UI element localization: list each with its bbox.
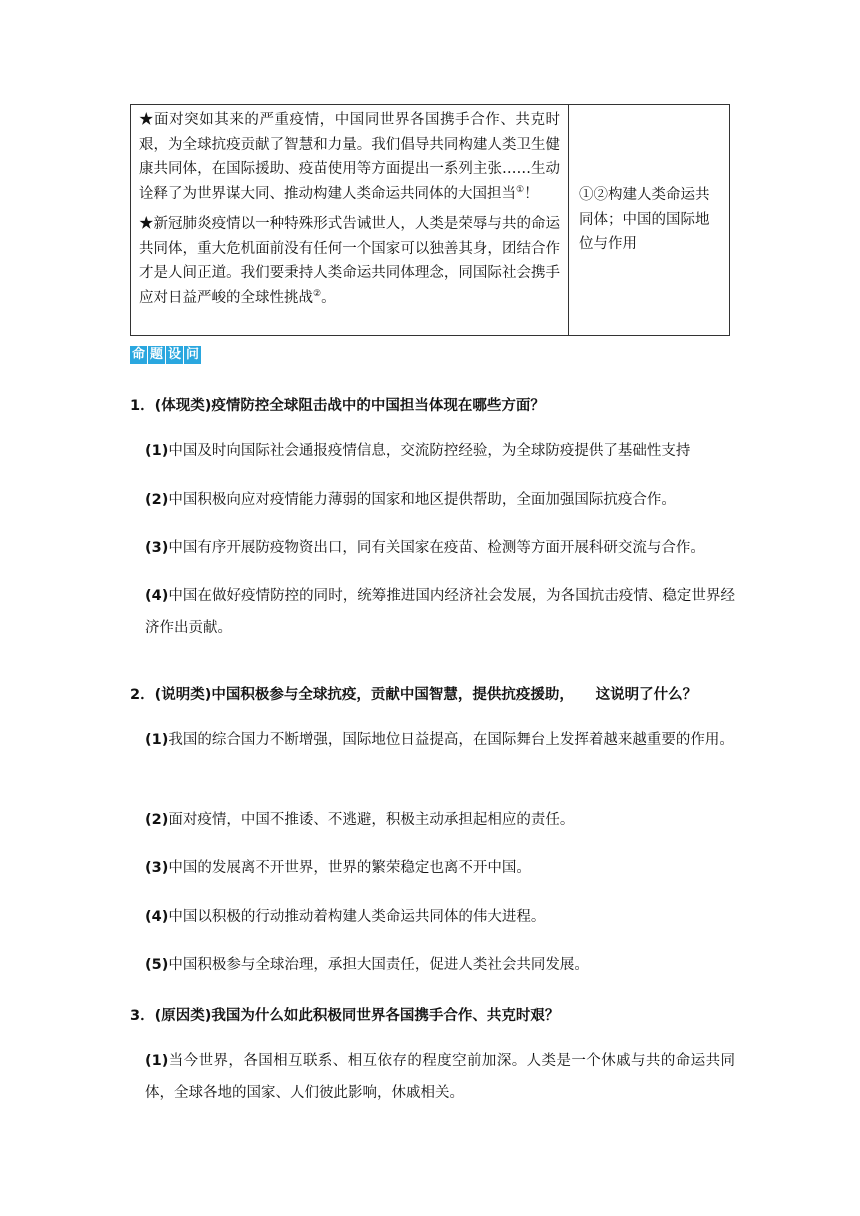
question-title: 3．(原因类)我国为什么如此积极同世界各国携手合作、共克时艰？ (130, 1008, 560, 1024)
answer-item: (1)我国的综合国力不断增强，国际地位日益提高，在国际舞台上发挥着越来越重要的作用。 (145, 732, 734, 748)
material-paragraph-2: ★新冠肺炎疫情以一种特殊形式告诫世人，人类是荣辱与共的命运共同体，重大危机面前没有任何一个国家可以独善其身，团结合作才是人间正道。我们要秉持人类命运共同体理念，同国际社会携手应对日益严峻的全球性挑战②。 (139, 216, 560, 306)
answer-item: (4)中国在做好疫情防控的同时，统筹推进国内经济社会发展，为各国抗击疫情、稳定世界经济作出贡献。 (145, 588, 735, 636)
badge-char: 设 (167, 347, 181, 362)
answer-item: (3)中国有序开展防疫物资出口，同有关国家在疫苗、检测等方面开展科研交流与合作。 (145, 540, 705, 556)
knowledge-point-column (569, 105, 729, 335)
answer-item: (5)中国积极参与全球治理，承担大国责任，促进人类社会共同发展。 (145, 957, 589, 973)
knowledge-point-text: ①②构建人类命运共同体；中国的国际地位与作用 (579, 187, 710, 253)
section-badge (130, 346, 201, 364)
answer-item: (2)面对疫情，中国不推诿、不逃避，积极主动承担起相应的责任。 (145, 812, 575, 828)
answer-item: (4)中国以积极的行动推动着构建人类命运共同体的伟大进程。 (145, 909, 546, 925)
material-paragraph-1: ★面对突如其来的严重疫情，中国同世界各国携手合作、共克时艰，为全球抗疫贡献了智慧和力量。我们倡导共同构建人类卫生健康共同体，在国际援助、疫苗使用等方面提出一系列主张……生动诠释了为世界谋大同、推动构建人类命运共同体的大国担当①！ (139, 112, 560, 202)
material-table (130, 104, 730, 336)
question-title: 2．(说明类)中国积极参与全球抗疫，贡献中国智慧，提供抗疫援助， 这说明了什么？ (130, 687, 698, 703)
badge-char: 命 (131, 347, 145, 362)
answer-item: (3)中国的发展离不开世界，世界的繁荣稳定也离不开中国。 (145, 860, 531, 876)
answer-item: (1)当今世界，各国相互联系、相互依存的程度空前加深。人类是一个休戚与共的命运共同体，全球各地的国家、人们彼此影响，休戚相关。 (145, 1053, 735, 1101)
footnote-marker: ① (516, 184, 525, 195)
answer-item: (2)中国积极向应对疫情能力薄弱的国家和地区提供帮助，全面加强国际抗疫合作。 (145, 492, 676, 508)
question-title: 1．(体现类)疫情防控全球阻击战中的中国担当体现在哪些方面？ (130, 398, 545, 414)
badge-char: 题 (149, 347, 163, 362)
material-column (131, 105, 569, 335)
answer-item: (1)中国及时向国际社会通报疫情信息，交流防控经验，为全球防疫提供了基础性支持 (145, 443, 691, 459)
badge-char: 问 (185, 347, 199, 362)
footnote-marker: ② (313, 288, 322, 299)
